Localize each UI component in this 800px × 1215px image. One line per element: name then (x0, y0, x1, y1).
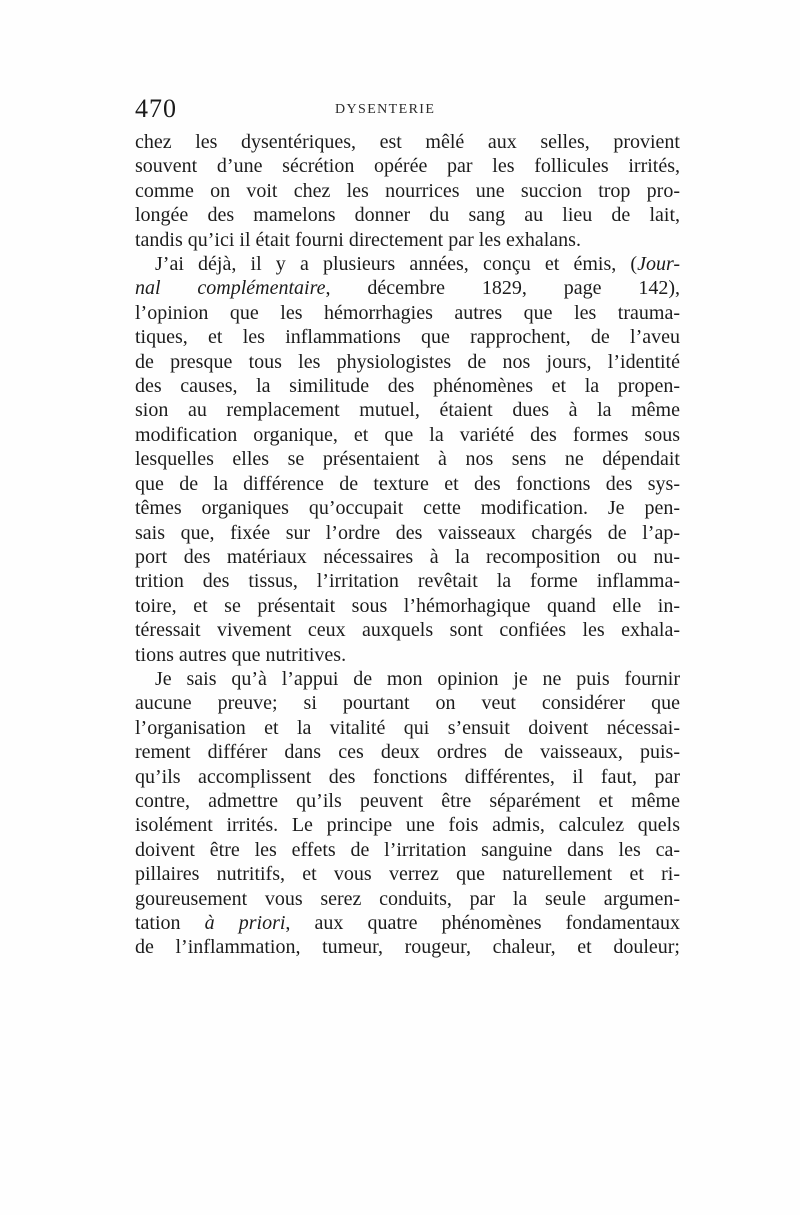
text-line: doivent être les effets de l’irritation sanguine dans les ca- (135, 838, 680, 861)
paragraph-3 (135, 667, 680, 960)
text-line: sais que, fixée sur l’ordre des vaisseaux chargés de l’ap- (135, 521, 680, 544)
text-line: des causes, la similitude des phénomènes et la propen- (135, 375, 680, 398)
text-line: sion au remplacement mutuel, étaient dues à la même (135, 399, 680, 422)
italic-span: Jour- (637, 253, 680, 276)
italic-span: à priori (204, 912, 286, 934)
text-line: goureusement vous serez conduits, par la seule argumen- (135, 887, 680, 910)
text-line: souvent d’une sécrétion opérée par les follicules irrités, (135, 155, 680, 178)
page-header (135, 94, 680, 124)
text-line: que de la différence de texture et des fonctions des sys- (135, 472, 680, 495)
text-line: l’opinion que les hémorrhagies autres que les trauma- (135, 301, 680, 324)
text-line: lesquelles elles se présentaient à nos sens ne dépendait (135, 448, 680, 471)
text-line: nal complémentaire, décembre 1829, page 142), (135, 277, 680, 300)
text-line: têmes organiques qu’occupait cette modification. Je pen- (135, 497, 680, 520)
text-line: tions autres que nutritives. (135, 643, 347, 666)
text-line: toire, et se présentait sous l’hémorhagique quand elle in- (135, 594, 680, 617)
text-line: chez les dysentériques, est mêlé aux selles, provient (135, 131, 680, 153)
italic-span: nal complémentaire (135, 277, 326, 300)
text-line: aucune preuve; si pourtant on veut considérer que (135, 692, 680, 715)
body-text (135, 130, 680, 960)
text-line: l’organisation et la vitalité qui s’ensuit doivent nécessai- (135, 716, 680, 739)
text-line: qu’ils accomplissent des fonctions différentes, il faut, par (135, 765, 680, 788)
text-line: tiques, et les inflammations que rapprochent, de l’aveu (135, 326, 680, 349)
text-line: modification organique, et que la variété des formes sous (135, 423, 680, 446)
text-line: port des matériaux nécessaires à la recomposition ou nu- (135, 545, 680, 568)
page-number: 470 (135, 94, 177, 123)
text-line: trition des tissus, l’irritation revêtait la forme inflamma- (135, 570, 680, 593)
text-line: de presque tous les physiologistes de nos jours, l’identité (135, 350, 680, 373)
text-line: tation à priori, aux quatre phénomènes fondamentaux (135, 912, 680, 934)
running-head: DYSENTERIE (335, 102, 436, 117)
text-line: longée des mamelons donner du sang au lieu de lait, (135, 204, 680, 227)
text-line: tandis qu’ici il était fourni directement par les exhalans. (135, 228, 581, 251)
text-line: contre, admettre qu’ils peuvent être séparément et même (135, 789, 680, 812)
text-line: de l’inflammation, tumeur, rougeur, chaleur, et douleur; (135, 936, 680, 959)
text-line: pillaires nutritifs, et vous verrez que naturellement et ri- (135, 863, 680, 886)
text-line: rement différer dans ces deux ordres de vaisseaux, puis- (135, 741, 680, 764)
text-line: téressait vivement ceux auxquels sont confiées les exhala- (135, 619, 680, 642)
text-line: J’ai déjà, il y a plusieurs années, conçu et émis, (Jour- (155, 253, 680, 276)
text-line: isolément irrités. Le principe une fois admis, calculez quels (135, 814, 680, 837)
paragraph-2 (135, 252, 680, 667)
paragraph-1 (135, 130, 680, 252)
text-line: comme on voit chez les nourrices une succion trop pro- (135, 179, 680, 202)
text-line: Je sais qu’à l’appui de mon opinion je ne puis fournir (155, 667, 680, 690)
